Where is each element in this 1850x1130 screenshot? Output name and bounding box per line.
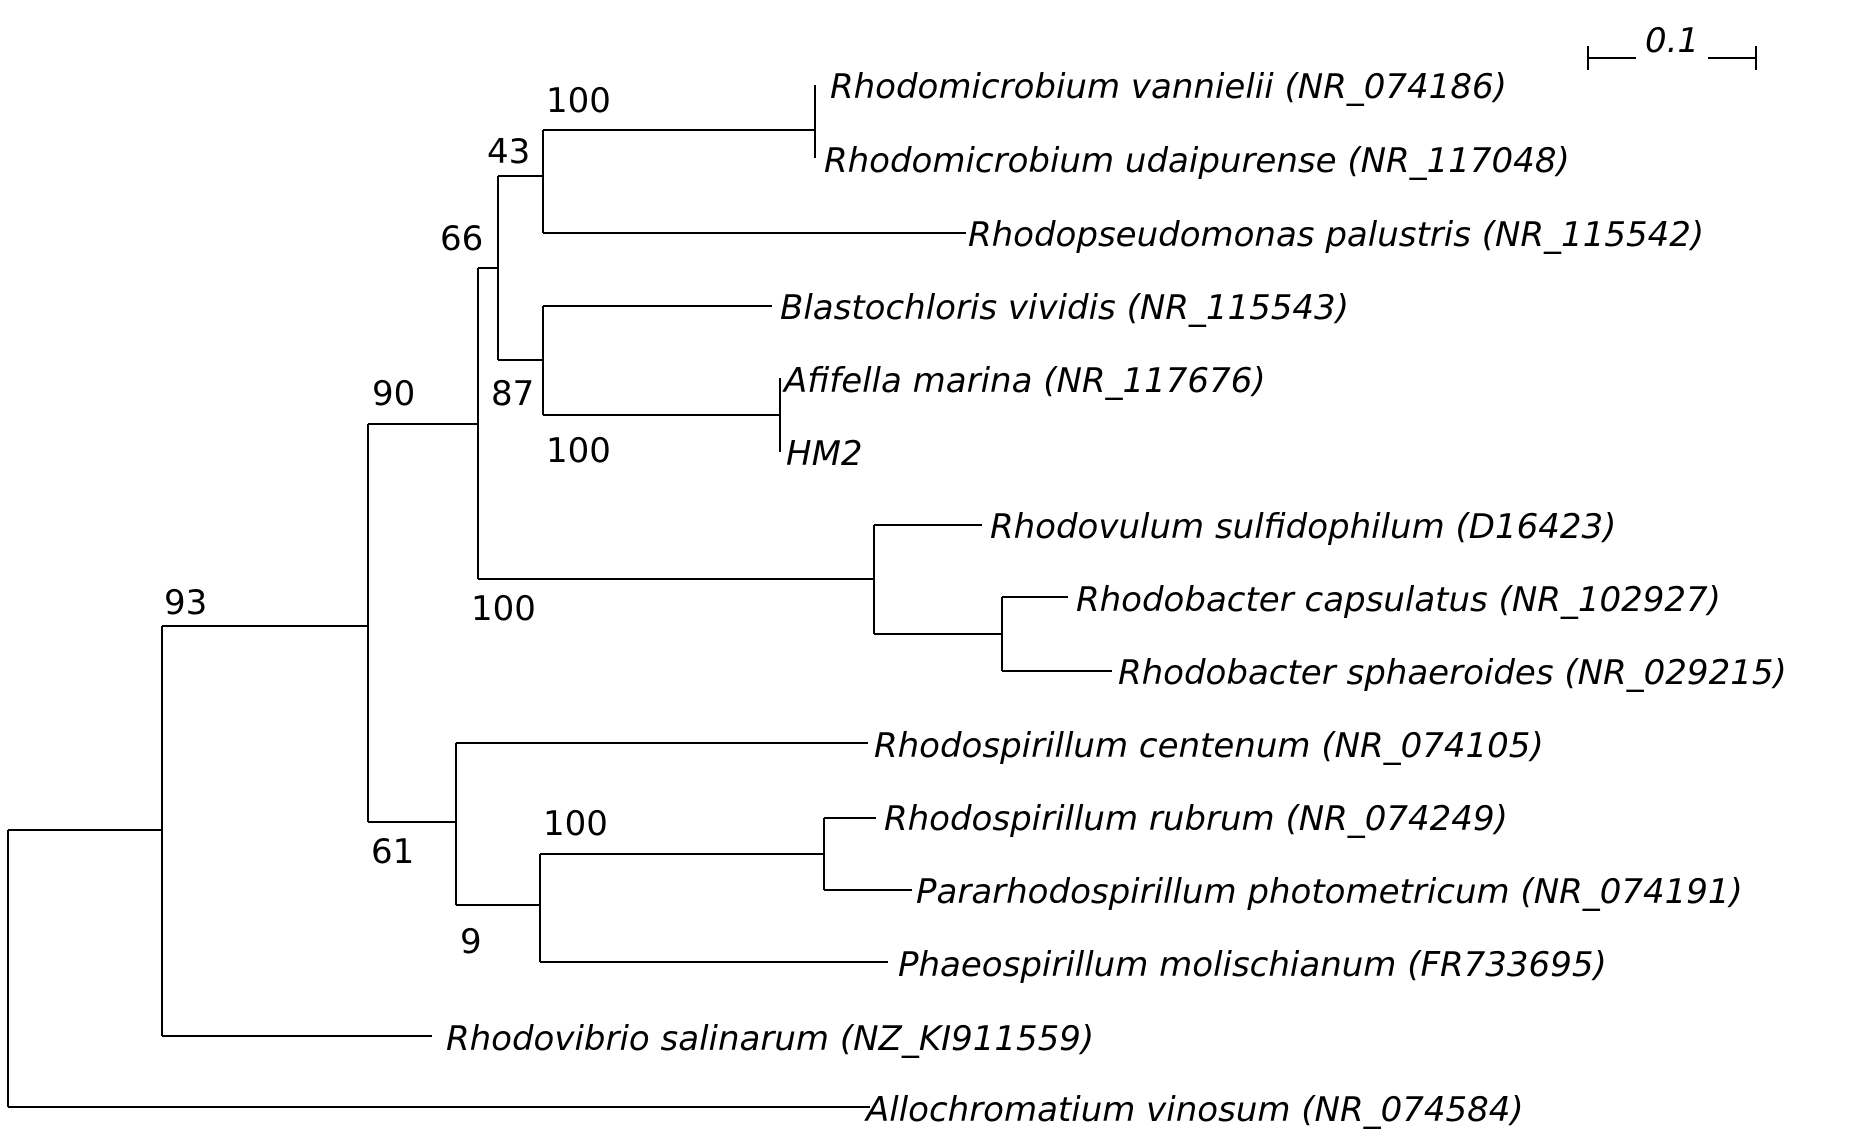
taxon-labels — [446, 67, 1787, 1130]
taxon-label: Rhodopseudomonas palustris (NR_115542) — [968, 215, 1705, 255]
support-value: 87 — [491, 374, 535, 414]
support-value: 9 — [460, 922, 482, 962]
support-value: 100 — [546, 431, 611, 471]
taxon-label: Allochromatium vinosum (NR_074584) — [866, 1090, 1524, 1130]
taxon-label: Rhodospirillum rubrum (NR_074249) — [884, 799, 1508, 839]
support-value: 93 — [164, 583, 208, 623]
taxon-label: HM2 — [786, 434, 863, 474]
taxon-label: Blastochloris vividis (NR_115543) — [780, 288, 1349, 328]
taxon-label: Afifella marina (NR_117676) — [784, 361, 1266, 401]
taxon-label: Rhodobacter capsulatus (NR_102927) — [1076, 580, 1721, 620]
taxon-label: Pararhodospirillum photometricum (NR_074191) — [916, 872, 1743, 912]
support-value: 90 — [372, 374, 416, 414]
support-value: 100 — [546, 81, 611, 121]
taxon-label: Rhodospirillum centenum (NR_074105) — [874, 726, 1544, 766]
support-value: 61 — [371, 832, 415, 872]
taxon-label: Rhodomicrobium vannielii (NR_074186) — [830, 67, 1507, 107]
support-value: 100 — [543, 804, 608, 844]
taxon-label: Rhodomicrobium udaipurense (NR_117048) — [824, 141, 1570, 181]
support-value: 100 — [471, 589, 536, 629]
support-value: 43 — [487, 132, 531, 172]
taxon-label: Rhodovibrio salinarum (NZ_KI911559) — [446, 1019, 1095, 1059]
taxon-label: Phaeospirillum molischianum (FR733695) — [898, 945, 1607, 985]
taxon-label: Rhodovulum sulfidophilum (D16423) — [990, 507, 1617, 547]
taxon-label: Rhodobacter sphaeroides (NR_029215) — [1118, 653, 1787, 693]
scale-bar — [1588, 21, 1756, 70]
scale-bar-label: 0.1 — [1644, 21, 1700, 61]
support-value: 66 — [440, 219, 484, 259]
